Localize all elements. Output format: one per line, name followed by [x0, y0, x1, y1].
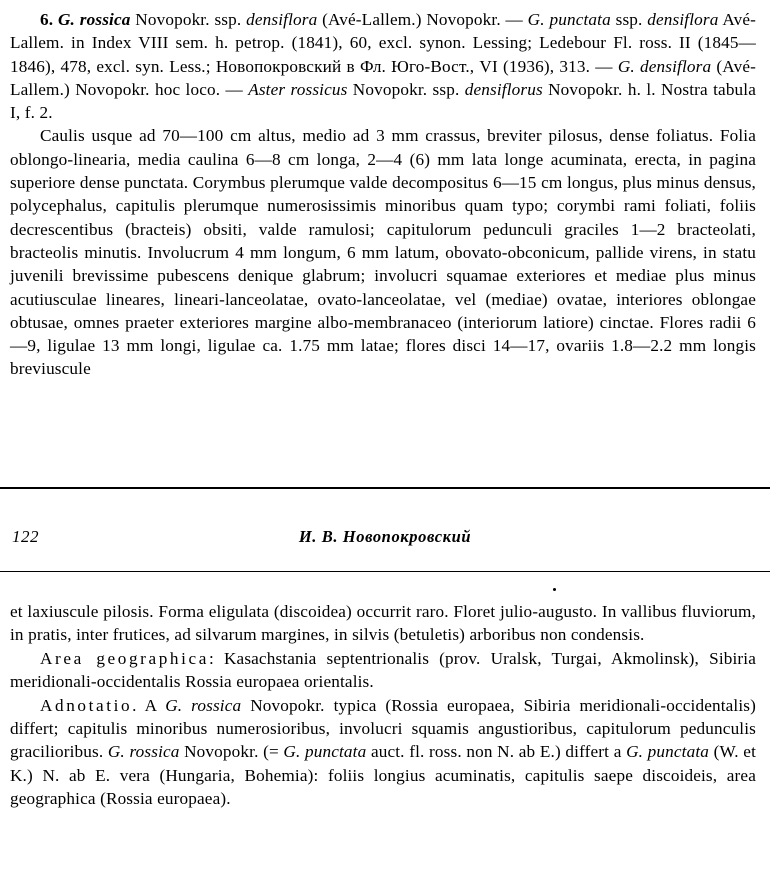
bottom-text-column — [0, 600, 770, 811]
text-run: Area geographica — [40, 648, 209, 668]
text-run: G. rossica — [165, 695, 242, 715]
text-run: auct. fl. ross. non N. ab E.) differt a — [366, 742, 627, 762]
text-run: densiflorus — [464, 79, 543, 99]
text-run: et laxiuscule pilosis. Forma eligulata (discoidea) occurrit raro. Floret julio-augusto. In vallibus fluviorum, in pratis, inter frutices, ad silvarum margines, in silvis (betuletis) arboribus non condensis. — [10, 602, 756, 645]
bottom-paragraph-list — [10, 600, 756, 811]
text-run: Aster rossicus — [248, 79, 348, 99]
section-divider — [0, 487, 770, 489]
paragraph-adnotatio — [10, 694, 756, 811]
paragraph-continuation — [10, 600, 756, 647]
text-run: Novopokr. (= — [179, 742, 284, 762]
text-run: Caulis usque ad 70—100 cm altus, medio ad 3 mm crassus, breviter pilosus, dense foliatus. Folia oblongo-linearia, media caulina 6—8 cm longa, 2—4 (6) mm lata longe acuminata, erecta, in pagina superiore dense punctata. Corymbus plerumque valde decompositus 6—15 cm longus, plus minus densus, polycephalus, capitulis plerumque numerosissimis minoribus quam typo; corymbi rami foliati, foliis decrescentibus (bracteis) obsiti, valde ramulosi; capitulorum pedunculi graciles 1—2 bracteolati, bracteolis minutis. Involucrum 4 mm longum, 6 mm latum, obovato-obconicum, pallide virens, in statu juvenili brevissime pubescens denique glabrum; involucri squamae exteriores et mediae plus minus acutiusculae lineares, lineari-lanceolatae, ovato-lanceolatae, vel (mediae) ovatae, interiores oblongae obtusae, omnes praeter exteriores margine albo-membranaceo (interiorum latiore) cinctae. Flores radii 6—9, ligulae 13 mm longi, ligulae ca. 1.75 mm latae; flores disci 14—17, ovariis 1.8—2.2 mm longis breviuscule — [10, 126, 756, 379]
text-run: Avé-Lallem. in Index VIII sem. h. petrop. (1841), 60, excl. synon. Lessing; Ledebour Fl. ross. II (1845—1846), 478, excl. syn. Less.; Новопокровский в Фл. Юго-Вост., VI (1936), 313. — — [10, 10, 757, 76]
text-run: densiflora — [647, 10, 719, 29]
text-run: densiflora — [246, 10, 318, 29]
thin-rule — [0, 571, 770, 572]
text-run: . A — [132, 695, 166, 715]
text-run: Novopokr. h. l. Nostra tabula I, f. 2. — [10, 79, 757, 123]
page-number: 122 — [12, 527, 39, 546]
running-head — [0, 527, 770, 557]
top-text-column — [0, 8, 770, 381]
text-run: G. punctata — [283, 742, 367, 762]
paragraph-area-geographica — [10, 647, 756, 694]
paragraph-species-heading — [10, 8, 756, 124]
text-run: ssp. — [610, 10, 648, 29]
text-run: G. rossica — [107, 742, 180, 762]
text-run: Novopokr. typica (Rossia europaea, Sibiria meridionali-occidentalis) differt; capitulis minoribus numerosioribus, involucri squamis angustioribus, capitulorum pedunculis gracilioribus. — [10, 695, 756, 762]
text-run: G. rossica — [57, 10, 131, 29]
ink-speck — [553, 588, 556, 591]
text-run: 6. — [40, 10, 58, 29]
top-paragraph-list — [10, 8, 756, 381]
text-run: Novopokr. ssp. — [130, 10, 247, 29]
running-head-title: И. В. Новопокровский — [298, 527, 472, 546]
text-run: (W. et K.) N. ab E. vera (Hungaria, Bohemia): foliis longius acuminatis, capitulis saepe discoideis, area geographica (Rossia europaea). — [10, 742, 757, 809]
text-run: Adnotatio — [40, 695, 133, 715]
text-run: (Avé-Lallem.) Novopokr. — — [317, 10, 528, 29]
text-run: G. punctata — [626, 742, 710, 762]
thick-rule — [0, 487, 770, 489]
text-run: G. densiflora — [617, 56, 712, 76]
text-run: G. punctata — [527, 10, 611, 29]
text-run: (Avé-Lallem.) Novopokr. hoc loco. — — [10, 56, 756, 99]
paragraph-description — [10, 124, 756, 380]
text-run: : Kasachstania septentrionalis (prov. Uralsk, Turgai, Akmolinsk), Sibiria meridionali-occidentalis Rossia europaea orientalis. — [10, 648, 756, 692]
text-run: Novopokr. ssp. — [347, 79, 465, 99]
